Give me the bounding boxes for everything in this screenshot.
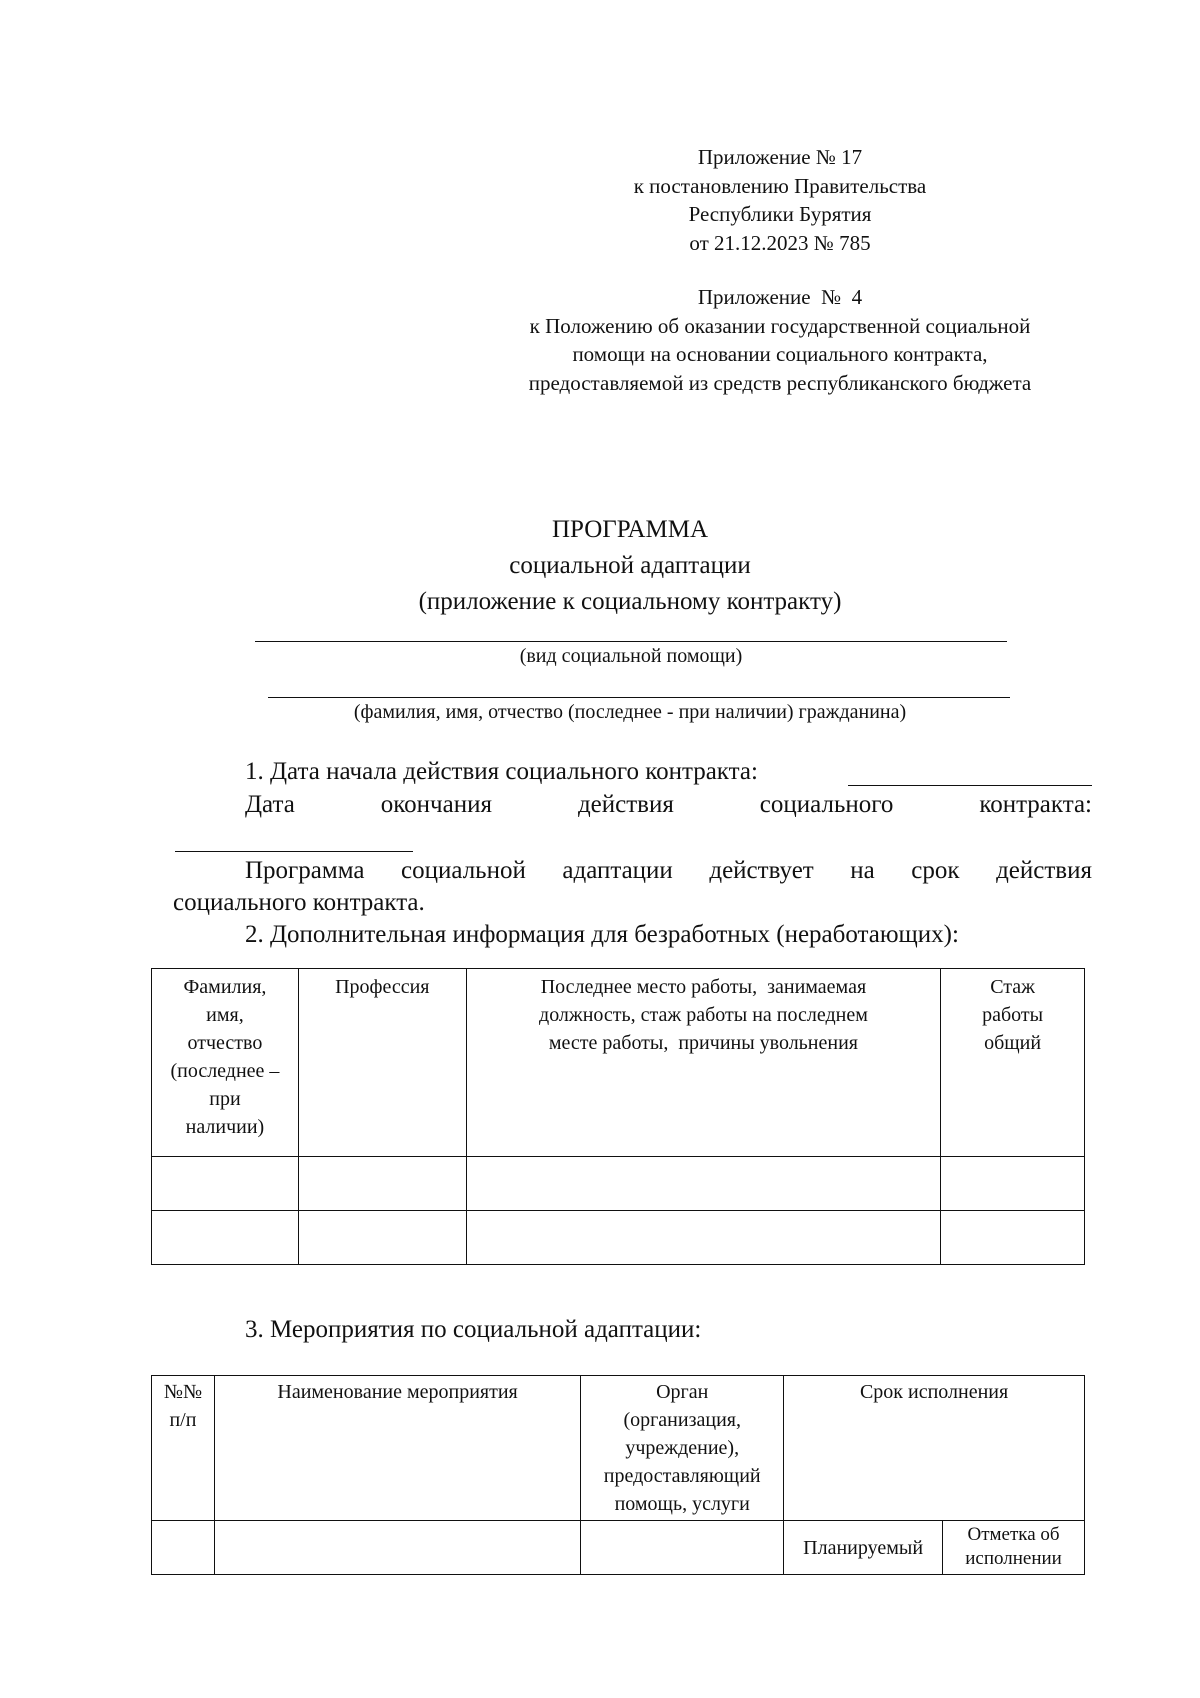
document-title — [200, 512, 1060, 620]
header-planned: Планируемый — [784, 1521, 943, 1575]
word: контракта: — [979, 791, 1092, 818]
table-row — [152, 1157, 1085, 1211]
appendix-4-line: к Положению об оказании государственной социальной — [529, 313, 1031, 338]
header-number: №№ п/п — [152, 1376, 215, 1521]
appendix-17-title: Приложение № 17 — [697, 145, 863, 169]
aid-type-blank-line — [255, 641, 1007, 642]
word: Дата — [245, 791, 295, 818]
header-full-name: Фамилия, имя, отчество (последнее – при наличии) — [152, 969, 299, 1157]
title-subtitle: социальной адаптации — [509, 552, 751, 579]
appendix-4-title: Приложение № 4 — [697, 285, 863, 309]
table-cell[interactable] — [466, 1211, 941, 1265]
header-completion-mark: Отметка об исполнении — [943, 1521, 1085, 1575]
unemployed-info-table — [151, 968, 1085, 1265]
appendix-4-header — [440, 283, 1120, 397]
header-deadline: Срок исполнения — [784, 1376, 1085, 1521]
table-row — [152, 1521, 1085, 1575]
table-row — [152, 1211, 1085, 1265]
header-measure-name: Наименование мероприятия — [214, 1376, 580, 1521]
appendix-4-line: предоставляемой из средств республиканского бюджета — [528, 370, 1032, 395]
appendix-17-line: Республики Бурятия — [688, 202, 872, 226]
contract-end-label — [245, 791, 1092, 819]
title-main: ПРОГРАММА — [551, 516, 709, 543]
table-cell[interactable] — [152, 1157, 299, 1211]
contract-start-label: 1. Дата начала действия социального контракта: — [245, 758, 758, 785]
header-organ: Орган (организация, учреждение), предоставляющий помощь, услуги — [581, 1376, 784, 1521]
table-cell[interactable] — [941, 1211, 1085, 1265]
word: окончания — [380, 791, 492, 818]
citizen-name-caption: (фамилия, имя, отчество (последнее - при наличии) гражданина) — [353, 701, 907, 723]
table-cell[interactable] — [466, 1157, 941, 1211]
table-cell[interactable] — [152, 1521, 215, 1575]
table-cell[interactable] — [581, 1521, 784, 1575]
table-header-row — [152, 969, 1085, 1157]
title-subtitle-note: (приложение к социальному контракту) — [418, 588, 842, 615]
word: действия — [577, 791, 674, 818]
citizen-name-blank-line — [268, 697, 1010, 698]
header-total-experience: Стаж работы общий — [941, 969, 1085, 1157]
table-header-row — [152, 1376, 1085, 1521]
table-cell[interactable] — [214, 1521, 580, 1575]
header-profession: Профессия — [298, 969, 466, 1157]
appendix-17-line: к постановлению Правительства — [633, 173, 927, 198]
table-cell[interactable] — [152, 1211, 299, 1265]
header-last-job: Последнее место работы, занимаемая должность, стаж работы на последнем месте работы, причины увольнения — [466, 969, 941, 1157]
appendix-4-line: помощи на основании социального контракта, — [572, 342, 988, 366]
table-cell[interactable] — [298, 1157, 466, 1211]
table-cell[interactable] — [941, 1157, 1085, 1211]
section-2-heading: 2. Дополнительная информация для безработных (неработающих): — [245, 921, 959, 948]
appendix-17-header — [560, 143, 1000, 257]
aid-type-caption: (вид социальной помощи) — [519, 645, 743, 667]
adaptation-measures-table — [151, 1375, 1085, 1575]
program-validity-line2: социального контракта. — [173, 889, 425, 916]
contract-start-blank — [848, 785, 1092, 786]
word: социального — [759, 791, 894, 818]
program-validity-line1: Программа социальной адаптации действует на срок действия — [245, 857, 1092, 884]
contract-end-blank — [175, 851, 413, 852]
table-cell[interactable] — [298, 1211, 466, 1265]
section-3-heading: 3. Мероприятия по социальной адаптации: — [245, 1316, 702, 1343]
appendix-17-date: от 21.12.2023 № 785 — [689, 230, 871, 255]
